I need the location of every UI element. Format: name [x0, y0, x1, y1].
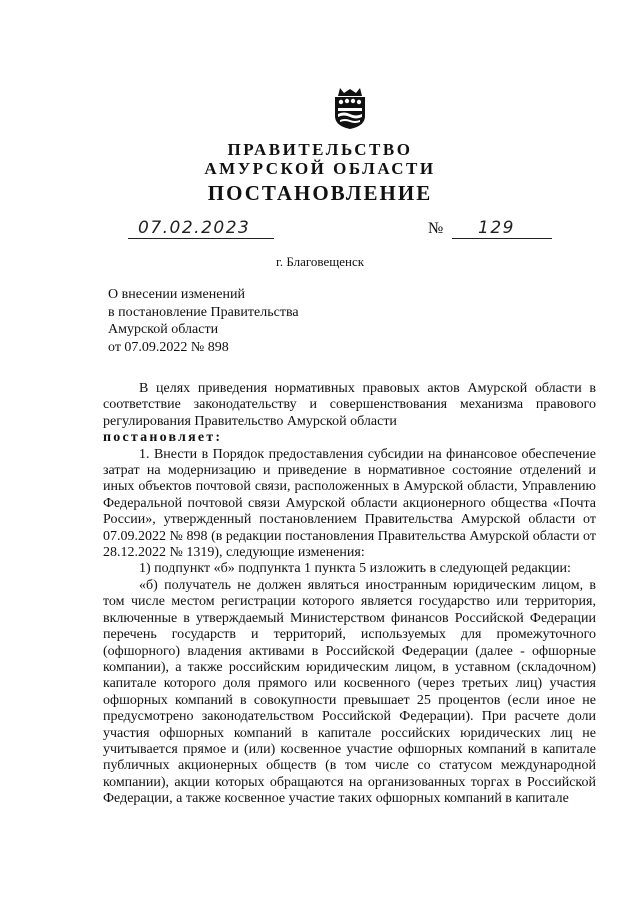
paragraph-quote: «б) получатель не должен являться иностранным юридическим лицом, в том числе местом регистрации которого является государство или территория, включенные в утверждаемый Министерством финансов Российской Федерации перечень государств и территорий, используемых для промежуточного (офшорного) владения активами в Российской Федерации (далее - офшорные компании), а также российским юридическим лицом, в уставном (складочном) капитале которого доля прямого или косвенного (через третьих лиц) участия офшорных компаний в совокупности превышает 25 процентов (если иное не предусмотрено законодательством Российской Федерации). При расчете доли участия офшорных компаний в капитале российских юридических лиц не учитывается прямое и (или) косвенное участие офшорных компаний в капитале публичных акционерных обществ (в том числе со статусом международной компании), акции которых обращаются на организованных торгах в Российской Федерации, а также косвенное участие таких офшорных компаний в капитале — [103, 577, 596, 807]
paragraph-item-1: 1. Внести в Порядок предоставления субсидии на финансовое обеспечение затрат на модернизацию и приведение в нормативное состояние отделений и иных объектов почтовой связи, расположенных в Амурской области, Управлению Федеральной почтовой связи Амурской области акционерного общества «Почта России», утвержденный постановлением Правительства Амурской области от 07.09.2022 № 898 (в редакции постановления Правительства Амурской области от 28.12.2022 № 1319), следующие изменения: — [103, 446, 596, 561]
document-subject — [108, 286, 299, 356]
document-date: 07.02.2023 — [138, 218, 251, 238]
paragraph-subitem-1: 1) подпункт «б» подпункта 1 пункта 5 изложить в следующей редакции: — [139, 561, 571, 577]
city-label: г. Благовещенск — [275, 254, 365, 269]
subject-line: Амурской области — [108, 322, 219, 338]
org-name-line2: АМУРСКОЙ ОБЛАСТИ — [204, 159, 436, 178]
subject-line: О внесении изменений — [108, 287, 245, 302]
org-name-line1: ПРАВИТЕЛЬСТВО — [227, 140, 413, 159]
amur-oblast-coat-of-arms-icon — [330, 86, 370, 130]
document-type-title: ПОСТАНОВЛЕНИЕ — [207, 181, 433, 205]
subject-line: от 07.09.2022 № 898 — [108, 339, 229, 355]
document-number: 129 — [478, 218, 515, 238]
number-sign: № — [428, 220, 444, 237]
preamble-paragraph: В целях приведения нормативных правовых актов Амурской области в соответствие законодательству и совершенствования механизма правового регулирования Правительство Амурской области — [103, 381, 596, 429]
decree-word: постановляет: — [103, 430, 223, 446]
subject-line: в постановление Правительства — [108, 304, 299, 320]
document-body — [103, 381, 596, 808]
